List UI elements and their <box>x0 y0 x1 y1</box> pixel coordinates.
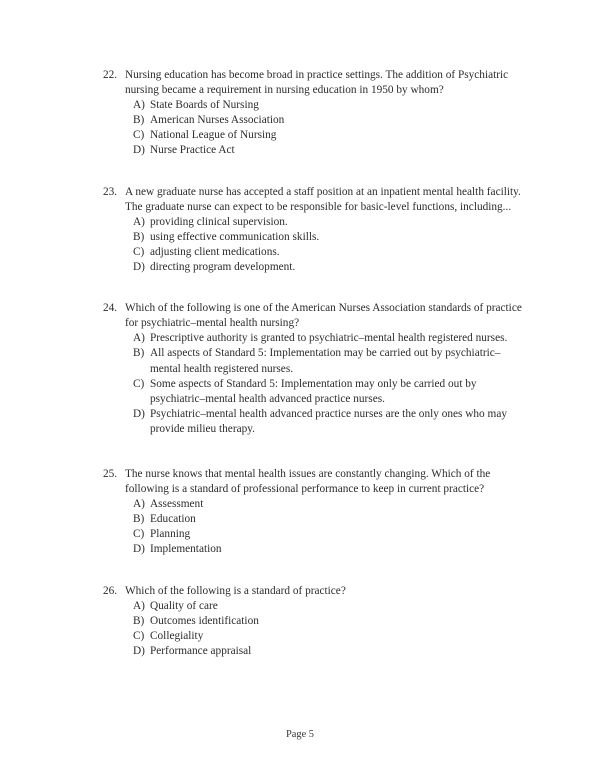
question-stem <box>103 68 540 98</box>
answer-option[interactable] <box>133 113 540 128</box>
option-letter: D) <box>133 261 145 274</box>
question-number: 24. <box>103 302 118 315</box>
question-text: A new graduate nurse has accepted a staff position at an inpatient mental health facility. The graduate nurse can expect to be responsible for basic-level functions, including... <box>125 185 521 213</box>
option-letter: B) <box>133 513 145 526</box>
option-text: Nurse Practice Act <box>150 144 235 157</box>
answer-option[interactable] <box>133 245 540 260</box>
option-text: National League of Nursing <box>150 129 277 142</box>
answer-option[interactable] <box>133 497 540 512</box>
question-number: 23. <box>103 185 118 198</box>
question-text: Which of the following is one of the American Nurses Association standards of practice for psychiatric–mental health nursing? <box>125 302 522 330</box>
option-text: Prescriptive authority is granted to psychiatric–mental health registered nurses. <box>150 332 508 345</box>
option-text: providing clinical supervision. <box>150 215 288 228</box>
answer-option[interactable] <box>133 614 540 629</box>
answer-option[interactable] <box>133 407 540 437</box>
option-letter: C) <box>133 528 145 541</box>
answer-option[interactable] <box>133 512 540 527</box>
option-letter: A) <box>133 332 145 345</box>
answer-option[interactable] <box>133 215 540 230</box>
answer-options <box>103 497 540 557</box>
answer-option[interactable] <box>133 260 540 275</box>
option-text: Collegiality <box>150 629 204 642</box>
answer-options <box>103 98 540 158</box>
option-letter: B) <box>133 114 145 127</box>
answer-option[interactable] <box>133 346 540 376</box>
page-footer: Page 5 <box>286 729 314 740</box>
option-letter: C) <box>133 245 145 258</box>
answer-option[interactable] <box>133 542 540 557</box>
option-text: Planning <box>150 528 191 541</box>
answer-option[interactable] <box>133 98 540 113</box>
option-text: American Nurses Association <box>150 114 285 127</box>
answer-option[interactable] <box>133 143 540 158</box>
question-text: The nurse knows that mental health issues are constantly changing. Which of the following is a standard of professional performance to keep in current practice? <box>125 467 491 496</box>
option-text: Assessment <box>150 498 204 511</box>
answer-option[interactable] <box>133 230 540 245</box>
question-stem <box>103 185 540 215</box>
option-text: Outcomes identification <box>150 614 259 627</box>
answer-options <box>103 599 540 659</box>
question-block <box>103 467 540 558</box>
answer-option[interactable] <box>133 629 540 644</box>
option-text: Implementation <box>150 543 222 556</box>
option-text: Psychiatric–mental health advanced practice nurses are the only ones who may provide milieu therapy. <box>150 407 507 435</box>
option-text: Quality of care <box>150 599 218 612</box>
option-letter: C) <box>133 129 145 142</box>
question-block <box>103 68 540 159</box>
option-text: Some aspects of Standard 5: Implementation may only be carried out by psychiatric–mental health advanced practice nurses. <box>150 377 477 405</box>
question-block <box>103 584 540 659</box>
option-text: adjusting client medications. <box>150 245 280 258</box>
block-spacer <box>103 437 540 441</box>
question-number: 26. <box>103 584 118 597</box>
answer-option[interactable] <box>133 128 540 143</box>
option-text: State Boards of Nursing <box>150 99 259 112</box>
option-letter: D) <box>133 407 145 420</box>
option-letter: B) <box>133 347 145 360</box>
option-letter: A) <box>133 599 145 612</box>
question-block <box>103 185 540 276</box>
answer-options <box>103 215 540 275</box>
question-block <box>103 301 540 441</box>
option-letter: D) <box>133 644 145 657</box>
option-text: Education <box>150 513 196 526</box>
option-letter: B) <box>133 230 145 243</box>
option-letter: A) <box>133 498 145 511</box>
question-stem <box>103 301 540 331</box>
answer-option[interactable] <box>133 377 540 407</box>
option-letter: D) <box>133 543 145 556</box>
option-text: Performance appraisal <box>150 644 252 657</box>
answer-option[interactable] <box>133 527 540 542</box>
option-text: All aspects of Standard 5: Implementation may be carried out by psychiatric–mental health registered nurses. <box>150 347 501 375</box>
option-letter: A) <box>133 99 145 112</box>
option-letter: B) <box>133 614 145 627</box>
question-number: 22. <box>103 69 118 81</box>
question-text: Nursing education has become broad in practice settings. The addition of Psychiatric nursing became a requirement in nursing education in 1950 by whom? <box>125 69 509 97</box>
answer-option[interactable] <box>133 331 540 346</box>
option-letter: D) <box>133 144 145 157</box>
option-text: using effective communication skills. <box>150 230 320 243</box>
answer-options <box>103 331 540 437</box>
option-letter: A) <box>133 215 145 228</box>
answer-option[interactable] <box>133 644 540 659</box>
option-text: directing program development. <box>150 261 296 274</box>
question-stem <box>103 467 540 497</box>
option-letter: C) <box>133 377 145 390</box>
option-letter: C) <box>133 629 145 642</box>
question-number: 25. <box>103 467 118 480</box>
question-stem <box>103 584 540 599</box>
question-text: Which of the following is a standard of practice? <box>125 584 346 597</box>
answer-option[interactable] <box>133 599 540 614</box>
